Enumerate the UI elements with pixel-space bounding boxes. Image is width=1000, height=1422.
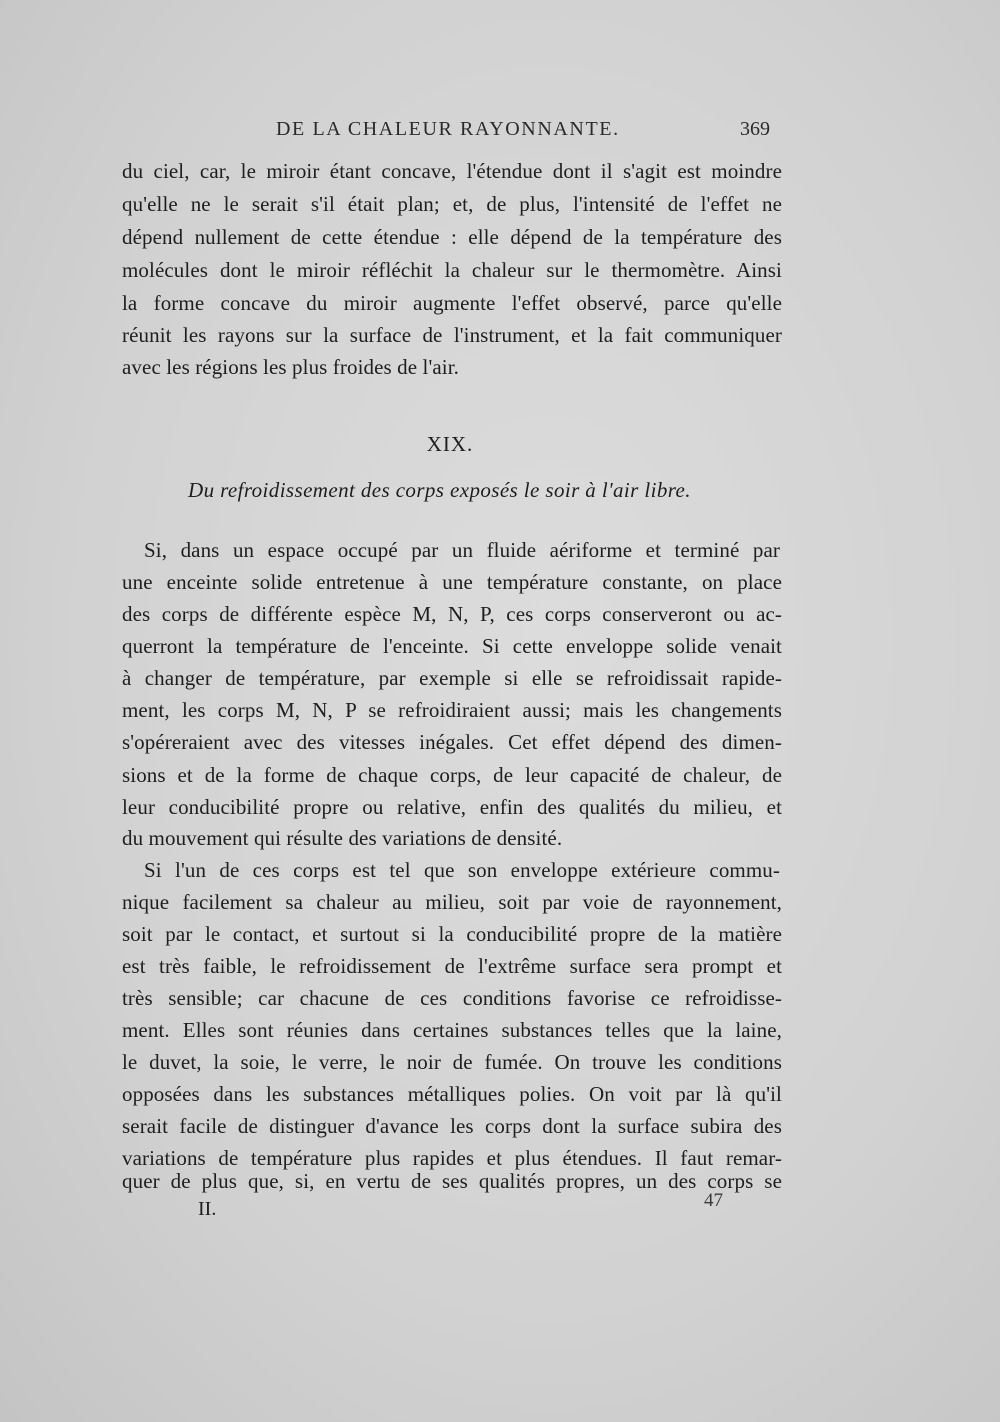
text-line: opposées dans les substances métalliques polies. On voit par là qu'il xyxy=(122,1082,782,1106)
text-line: serait facile de distinguer d'avance les corps dont la surface subira des xyxy=(122,1114,782,1138)
text-line: une enceinte solide entretenue à une température constante, on place xyxy=(122,570,782,594)
text-line: ment, les corps M, N, P se refroidiraient aussi; mais les changements xyxy=(122,698,782,722)
signature-mark: II. xyxy=(198,1198,217,1220)
text-line: réunit les rayons sur la surface de l'instrument, et la fait communiquer xyxy=(122,323,782,347)
text-line: Si, dans un espace occupé par un fluide aériforme et terminé par xyxy=(144,538,780,562)
section-title: Du refroidissement des corps exposés le soir à l'air libre. xyxy=(188,478,691,502)
text-line: du mouvement qui résulte des variations de densité. xyxy=(122,826,563,850)
text-line: ment. Elles sont réunies dans certaines substances telles que la laine, xyxy=(122,1018,782,1042)
section-number: XIX. xyxy=(426,432,474,456)
text-line: très sensible; car chacune de ces conditions favorise ce refroidisse- xyxy=(122,986,782,1010)
text-line: des corps de différente espèce M, N, P, ces corps conserveront ou ac- xyxy=(122,602,782,626)
text-line: est très faible, le refroidissement de l'extrême surface sera prompt et xyxy=(122,954,782,978)
text-line: à changer de température, par exemple si elle se refroidissait rapide- xyxy=(122,666,782,690)
text-line: nique facilement sa chaleur au milieu, soit par voie de rayonnement, xyxy=(122,890,782,914)
text-line: querront la température de l'enceinte. Si cette enveloppe solide venait xyxy=(122,634,782,658)
text-line: sions et de la forme de chaque corps, de leur capacité de chaleur, de xyxy=(122,763,782,787)
text-line: variations de température plus rapides et plus étendues. Il faut remar- xyxy=(122,1146,782,1170)
text-line: la forme concave du miroir augmente l'effet observé, parce qu'elle xyxy=(122,291,782,315)
text-line: quer de plus que, si, en vertu de ses qualités propres, un des corps se xyxy=(122,1169,782,1193)
text-line: le duvet, la soie, le verre, le noir de fumée. On trouve les conditions xyxy=(122,1050,782,1074)
text-line: du ciel, car, le miroir étant concave, l'étendue dont il s'agit est moindre xyxy=(122,159,782,183)
text-line: leur conducibilité propre ou relative, enfin des qualités du milieu, et xyxy=(122,795,782,819)
text-line: Si l'un de ces corps est tel que son enveloppe extérieure commu- xyxy=(144,858,780,882)
text-line: qu'elle ne le serait s'il était plan; et, de plus, l'intensité de l'effet ne xyxy=(122,192,782,216)
text-line: avec les régions les plus froides de l'air. xyxy=(122,355,459,379)
text-line: dépend nullement de cette étendue : elle dépend de la température des xyxy=(122,225,782,249)
running-head: DE LA CHALEUR RAYONNANTE. xyxy=(276,118,620,140)
text-line: s'opéreraient avec des vitesses inégales. Cet effet dépend des dimen- xyxy=(122,730,782,754)
page-number: 369 xyxy=(740,118,770,140)
text-line: molécules dont le miroir réfléchit la chaleur sur le thermomètre. Ainsi xyxy=(122,258,782,282)
text-line: soit par le contact, et surtout si la conducibilité propre de la matière xyxy=(122,922,782,946)
folio-mark: 47 xyxy=(704,1190,723,1211)
